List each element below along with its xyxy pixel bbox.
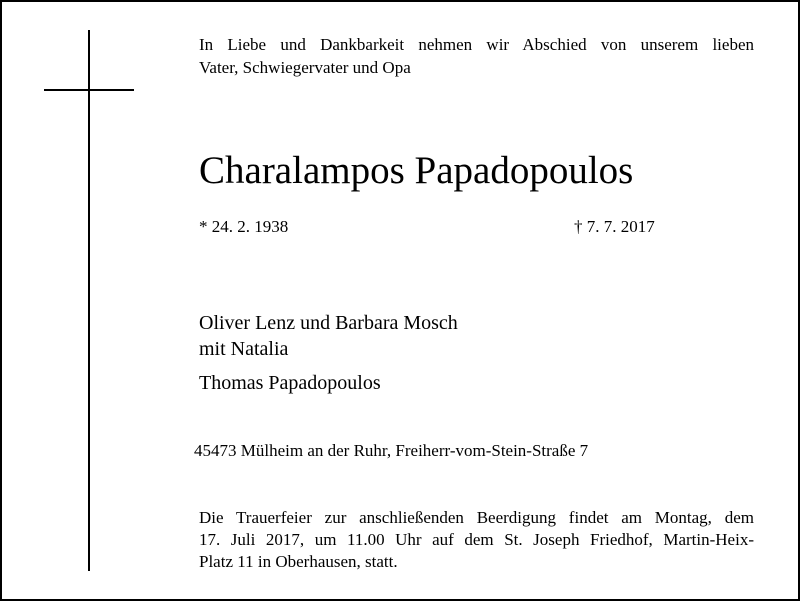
funeral-line-3: Platz 11 in Oberhausen, statt. — [199, 552, 398, 571]
mourner-line: mit Natalia — [199, 338, 289, 360]
deceased-name: Charalampos Papadopoulos — [199, 149, 634, 192]
address: 45473 Mülheim an der Ruhr, Freiherr-vom-Stein-Straße 7 — [194, 441, 589, 460]
mourners-list — [199, 310, 458, 396]
funeral-line-1: Die Trauerfeier zur anschließenden Beerdigung findet am Montag, dem — [199, 508, 754, 527]
cross-vertical-bar — [88, 30, 90, 571]
intro-line-2: Vater, Schwiegervater und Opa — [199, 58, 411, 77]
funeral-line-2: 17. Juli 2017, um 11.00 Uhr auf dem St. Joseph Friedhof, Martin-Heix- — [199, 530, 754, 549]
funeral-notice — [199, 507, 754, 573]
intro-line-1: In Liebe und Dankbarkeit nehmen wir Abschied von unserem lieben — [199, 35, 754, 54]
birth-date: * 24. 2. 1938 — [199, 217, 289, 236]
cross-horizontal-bar — [44, 89, 134, 91]
mourner-line: Oliver Lenz und Barbara Mosch — [199, 312, 458, 334]
death-date: † 7. 7. 2017 — [574, 217, 655, 236]
intro-text — [199, 33, 754, 79]
mourner-line: Thomas Papadopoulos — [199, 372, 381, 394]
